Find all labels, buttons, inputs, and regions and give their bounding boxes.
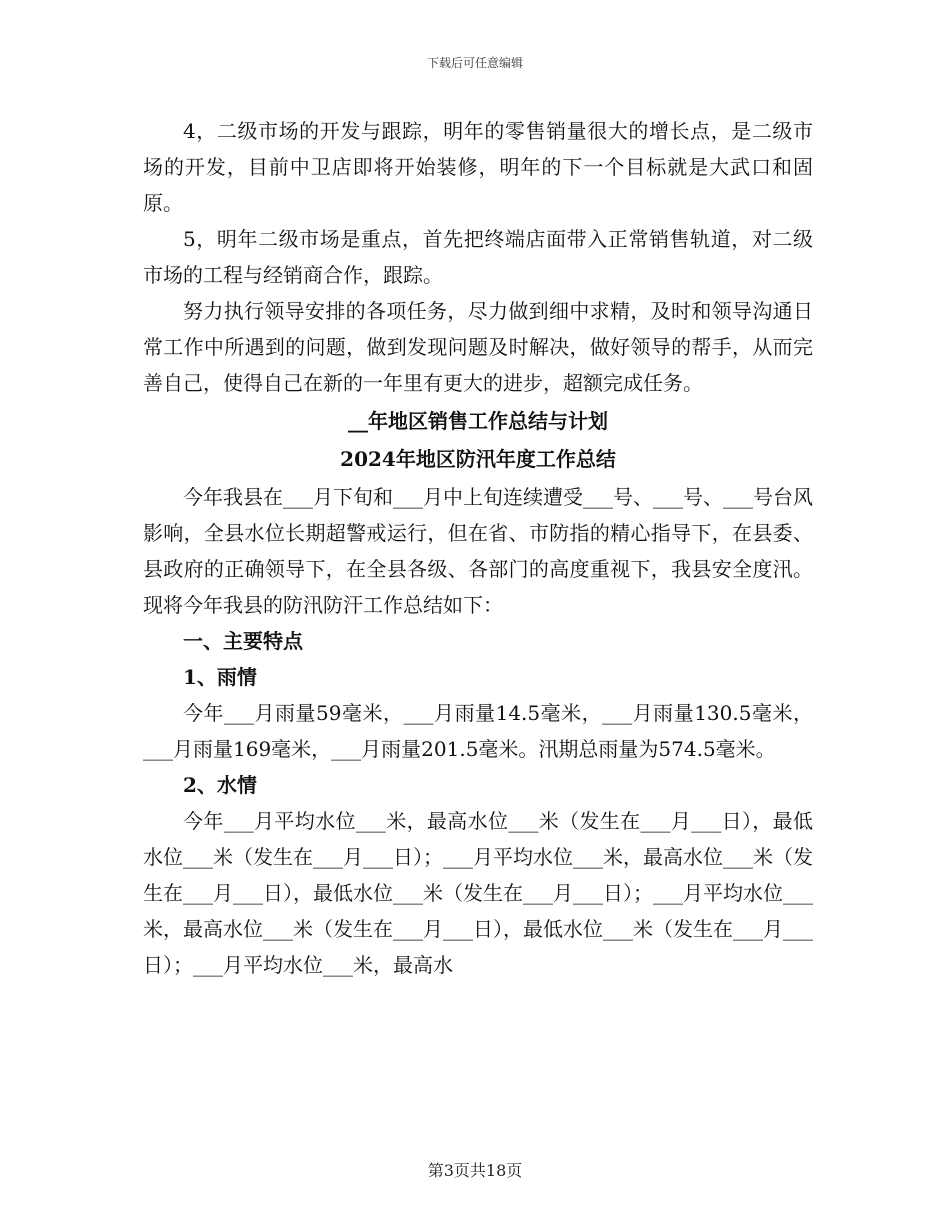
doc-title-flood: 2024年地区防汛年度工作总结 <box>340 447 616 471</box>
rain-paragraph: 今年___月雨量59毫米，___月雨量14.5毫米，___月雨量130.5毫米，___月雨量169毫米，___月雨量201.5毫米。汛期总雨量为574.5毫米。 <box>143 701 813 761</box>
subheading-water: 2、水情 <box>183 773 257 797</box>
intro-paragraph: 今年我县在___月下旬和___月中上旬连续遭受___号、___号、___号台风影响，全县水位长期超警戒运行，但在省、市防指的精心指导下，在县委、县政府的正确领导下，在全县各级、各部门的高度重视下，我县安全度汛。现将今年我县的防汛防汗工作总结如下： <box>143 485 813 617</box>
subheading-rain: 1、雨情 <box>183 665 257 689</box>
paragraph-5: 5，明年二级市场是重点，首先把终端店面带入正常销售轨道，对二级市场的工程与经销商合作，跟踪。 <box>143 227 813 287</box>
page-footer: 第3页共18页 <box>427 1161 523 1180</box>
water-paragraph: 今年___月平均水位___米，最高水位___米（发生在___月___日），最低水位___米（发生在___月___日）；___月平均水位___米，最高水位___米（发生在___月___日），最低水位___米（发生在___月___日）；___月平均水位___米，最高水位___米（发生在___月___日），最低水位___米（发生在___月___日）；___月平均水位___米，最高水 <box>143 809 813 977</box>
page-header: 下载后可任意编辑 <box>426 56 523 70</box>
paragraph-4: 4，二级市场的开发与跟踪，明年的零售销量很大的增长点，是二级市场的开发，目前中卫店即将开始装修，明年的下一个目标就是大武口和固原。 <box>143 119 813 215</box>
paragraph-closing: 努力执行领导安排的各项任务，尽力做到细中求精，及时和领导沟通日常工作中所遇到的问题，做到发现问题及时解决，做好领导的帮手，从而完善自己，使得自己在新的一年里有更大的进步，超额完成任务。 <box>143 299 813 395</box>
section-heading-main-features: 一、主要特点 <box>183 629 303 653</box>
doc-title-sales: __年地区销售工作总结与计划 <box>348 409 608 433</box>
document-body <box>143 113 813 983</box>
